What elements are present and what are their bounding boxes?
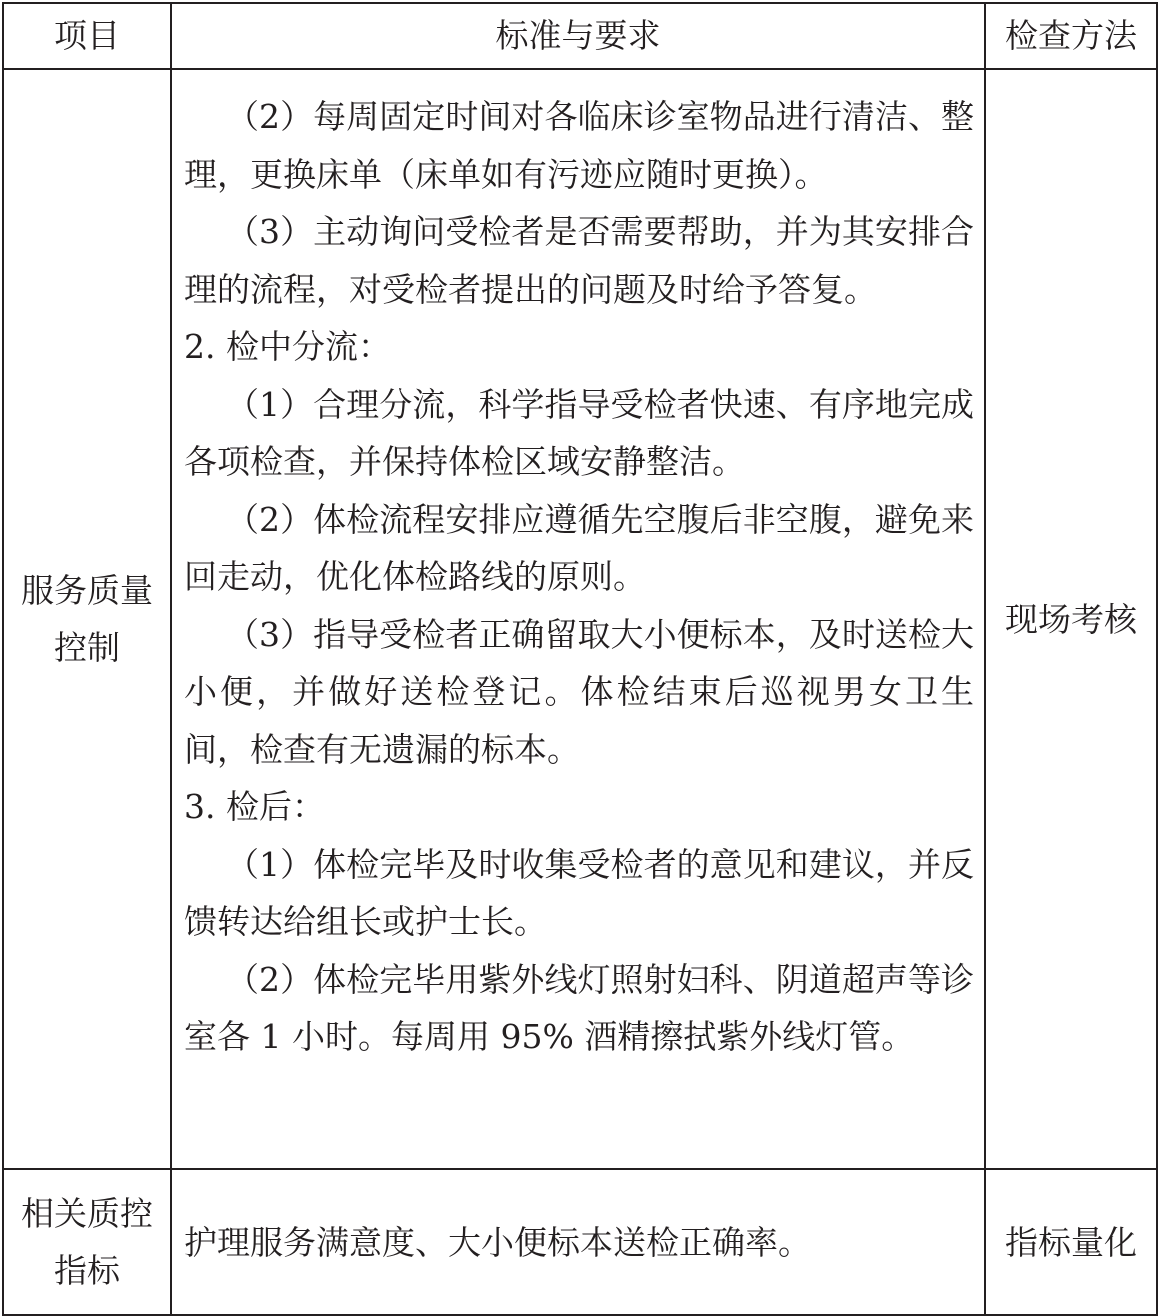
table-header-row [3, 3, 1157, 69]
standard-paragraph: （3）指导受检者正确留取大小便标本，及时送检大小便，并做好送检登记。体检结束后巡视男女卫生间，检查有无遗漏的标本。 [184, 614, 974, 769]
indicator-item-line1: 相关质控 [21, 1194, 153, 1233]
service-quality-row [3, 69, 1157, 1169]
indicator-item-line2: 指标 [54, 1251, 120, 1290]
indicator-item-cell [3, 1169, 171, 1315]
standard-paragraph: （2）每周固定时间对各临床诊室物品进行清洁、整理，更换床单（床单如有污迹应随时更换）。 [184, 97, 974, 194]
indicator-method-cell: 指标量化 [985, 1169, 1157, 1315]
service-standard-cell [171, 69, 985, 1169]
header-method: 检查方法 [985, 3, 1157, 69]
standard-paragraph: （2）体检流程安排应遵循先空腹后非空腹，避免来回走动，优化体检路线的原则。 [184, 499, 974, 596]
standard-paragraph: 2. 检中分流： [184, 327, 391, 366]
standard-paragraph: 3. 检后： [184, 787, 325, 826]
indicator-content-cell: 护理服务满意度、大小便标本送检正确率。 [171, 1169, 985, 1315]
standard-paragraph: （1）合理分流，科学指导受检者快速、有序地完成各项检查，并保持体检区域安静整洁。 [184, 384, 974, 481]
service-item-line1: 服务质量 [21, 571, 153, 610]
indicator-row [3, 1169, 1157, 1315]
service-method-cell: 现场考核 [985, 69, 1157, 1169]
service-item-line2: 控制 [54, 628, 120, 667]
quality-standards-table [2, 2, 1158, 1316]
service-item-cell [3, 69, 171, 1169]
standard-paragraph: （1）体检完毕及时收集受检者的意见和建议，并反馈转达给组长或护士长。 [184, 844, 974, 941]
header-standard: 标准与要求 [171, 3, 985, 69]
standard-paragraph: （3）主动询问受检者是否需要帮助，并为其安排合理的流程，对受检者提出的问题及时给予答复。 [184, 212, 974, 309]
standard-paragraph: （2）体检完毕用紫外线灯照射妇科、阴道超声等诊室各 1 小时。每周用 95% 酒精擦拭紫外线灯管。 [184, 959, 974, 1056]
header-item: 项目 [3, 3, 171, 69]
